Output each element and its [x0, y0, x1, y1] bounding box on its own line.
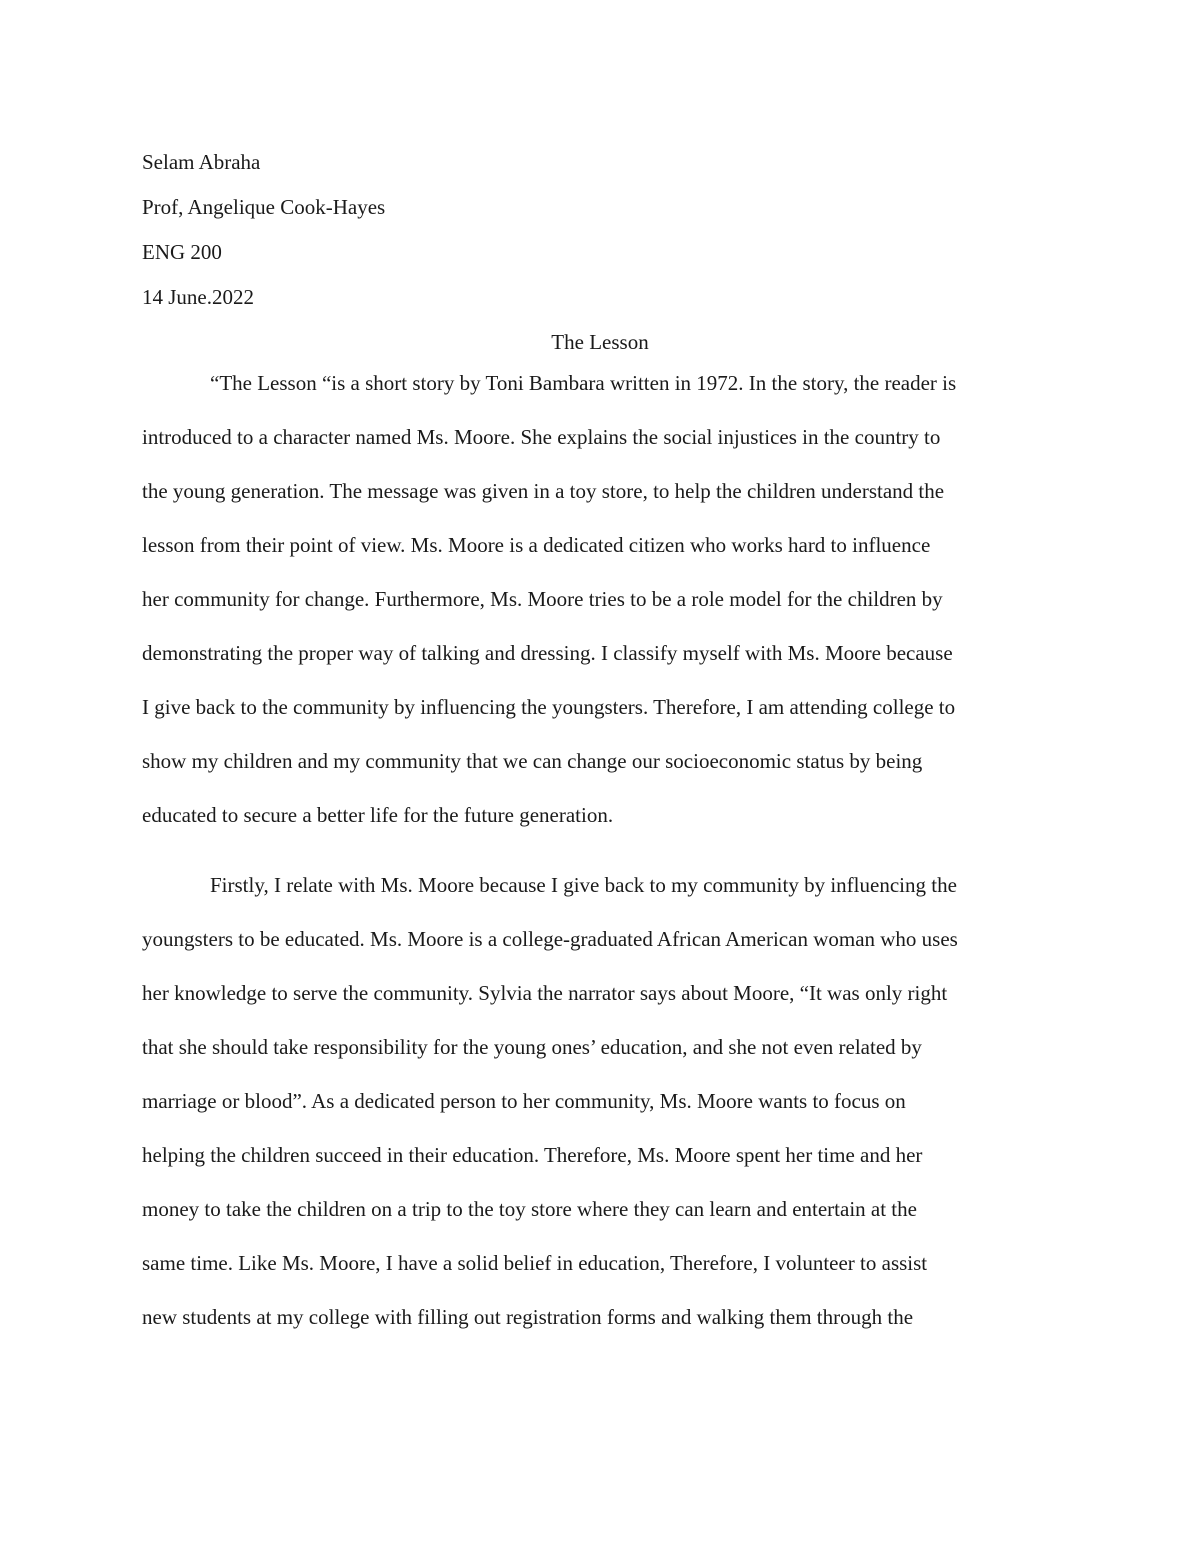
paragraph-line: money to take the children on a trip to the toy store where they can learn and entertain at the — [142, 1197, 917, 1221]
student-name: Selam Abraha — [142, 150, 261, 174]
paragraph-line: introduced to a character named Ms. Moore. She explains the social injustices in the country to — [142, 425, 941, 449]
paragraph-line: same time. Like Ms. Moore, I have a solid belief in education, Therefore, I volunteer to assist — [142, 1251, 928, 1275]
paragraph-2 — [142, 867, 1058, 1353]
paragraph-line: demonstrating the proper way of talking and dressing. I classify myself with Ms. Moore because — [142, 641, 953, 665]
document-body — [142, 140, 1058, 1353]
paragraph-line: I give back to the community by influencing the youngsters. Therefore, I am attending college to — [142, 695, 956, 719]
essay-title: The Lesson — [551, 330, 649, 354]
paragraph-line: her community for change. Furthermore, Ms. Moore tries to be a role model for the children by — [142, 587, 943, 611]
paragraph-line: lesson from their point of view. Ms. Moore is a dedicated citizen who works hard to influence — [142, 533, 931, 557]
professor-name: Prof, Angelique Cook-Hayes — [142, 195, 386, 219]
paragraph-line: marriage or blood”. As a dedicated person to her community, Ms. Moore wants to focus on — [142, 1089, 906, 1113]
essay-date: 14 June.2022 — [142, 285, 254, 309]
paragraph-line: show my children and my community that we can change our socioeconomic status by being — [142, 749, 923, 773]
paragraph-line: helping the children succeed in their education. Therefore, Ms. Moore spent her time and her — [142, 1143, 923, 1167]
paragraph-line: her knowledge to serve the community. Sylvia the narrator says about Moore, “It was only right — [142, 981, 948, 1005]
paragraph-line: “The Lesson “is a short story by Toni Bambara written in 1972. In the story, the reader is — [210, 371, 957, 395]
paragraph-line: new students at my college with filling out registration forms and walking them through the — [142, 1305, 914, 1329]
paragraph-1 — [142, 365, 1058, 851]
paragraph-line: Firstly, I relate with Ms. Moore because I give back to my community by influencing the — [210, 873, 957, 897]
paragraph-line: educated to secure a better life for the future generation. — [142, 803, 614, 827]
paragraph-line: that she should take responsibility for the young ones’ education, and she not even related by — [142, 1035, 922, 1059]
paragraph-line: the young generation. The message was given in a toy store, to help the children understand the — [142, 479, 945, 503]
paragraph-gap — [142, 851, 1058, 867]
course-code: ENG 200 — [142, 240, 222, 264]
paragraph-line: youngsters to be educated. Ms. Moore is a college-graduated African American woman who uses — [142, 927, 958, 951]
